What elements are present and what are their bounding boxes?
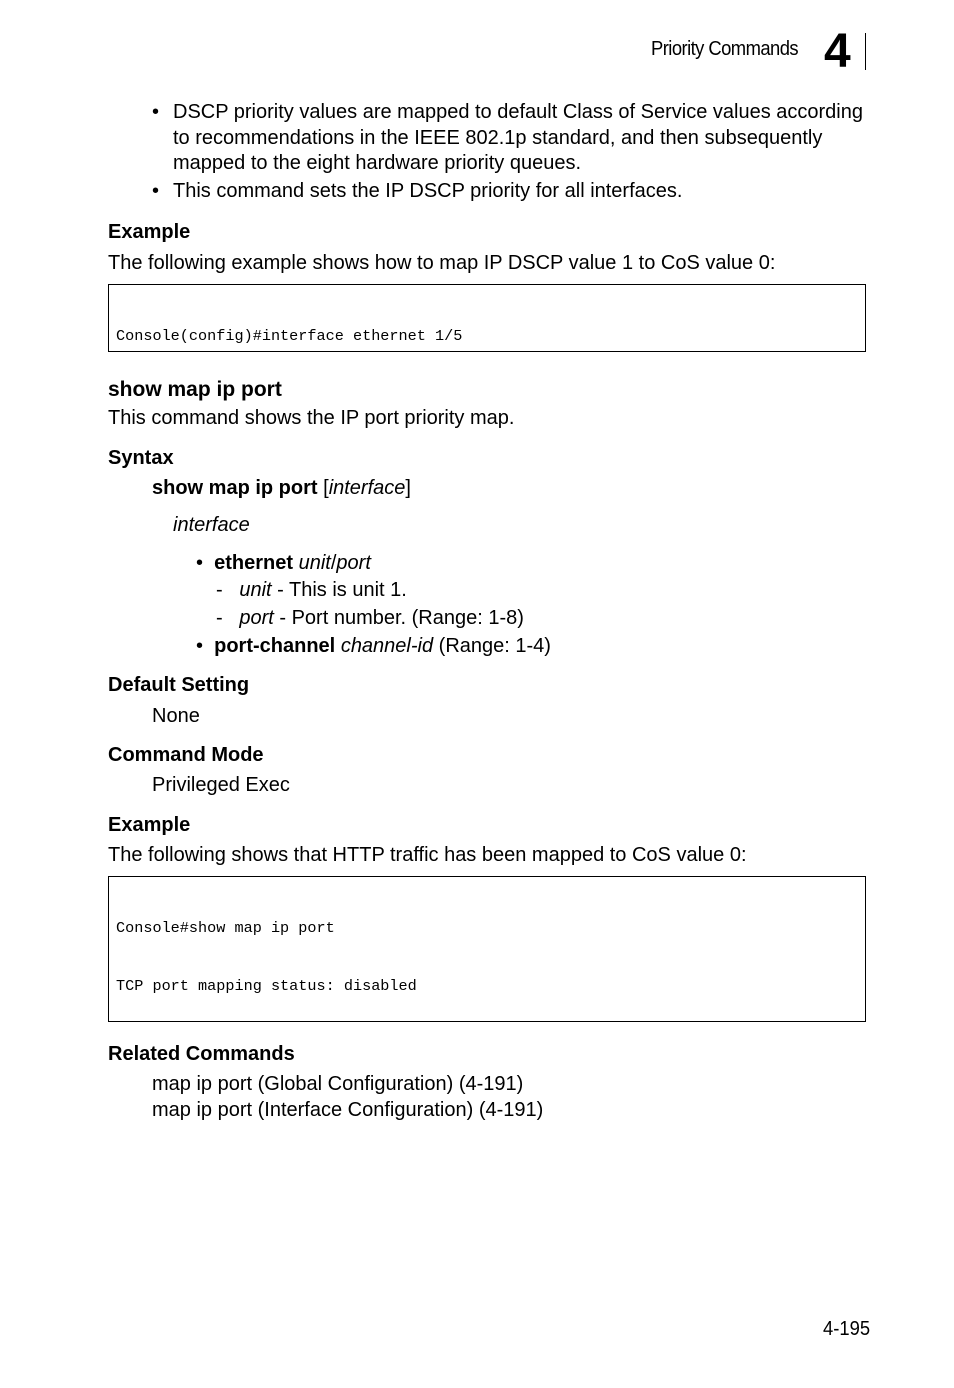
code-line: Console#show map ip port xyxy=(116,918,335,937)
bullet-dot: • xyxy=(152,179,160,202)
related-command-link[interactable]: map ip port (Global Configuration) (4-191) xyxy=(152,1073,524,1095)
option-arg: channel-id xyxy=(340,635,434,657)
option-keyword: ethernet xyxy=(214,552,294,574)
code-line: Console(config)#interface ethernet 1/5 xyxy=(116,326,463,345)
bullet-text: DSCP priority values are mapped to default Class of Service values according to recommendations in the IEEE 802.1p standard, and then subsequently mapped to the eight hardware priority queues. xyxy=(173,101,863,174)
chapter-number: 4 xyxy=(824,25,851,78)
sub-desc: - This is unit 1. xyxy=(271,579,407,601)
top-bullet-list xyxy=(152,100,872,206)
syntax-param: interface xyxy=(328,477,406,499)
option-arg: port xyxy=(336,552,371,574)
bullet-dot: • xyxy=(152,101,160,123)
default-setting-value: None xyxy=(152,705,200,727)
bullet-item xyxy=(152,179,872,205)
example1-heading: Example xyxy=(108,221,191,243)
param-name-text: interface xyxy=(173,514,250,536)
syntax-bracket-open: [ xyxy=(317,477,329,499)
running-title: Priority Commands xyxy=(651,38,799,60)
syntax-command: show map ip port xyxy=(152,477,318,499)
dash: - xyxy=(216,579,240,601)
option-port-channel xyxy=(196,635,551,658)
default-setting-heading: Default Setting xyxy=(108,674,250,696)
syntax-bracket-close: ] xyxy=(405,477,411,499)
sub-term: unit xyxy=(239,579,272,601)
command-mode-heading: Command Mode xyxy=(108,744,264,766)
sub-desc: - Port number. (Range: 1-8) xyxy=(273,607,524,629)
code-line: TCP port mapping status: disabled xyxy=(116,977,417,996)
dash: - xyxy=(216,607,240,629)
bullet-item xyxy=(152,100,872,177)
option-keyword: port-channel xyxy=(214,635,336,657)
option-arg: unit xyxy=(298,552,331,574)
sub-option-unit xyxy=(216,579,407,602)
example2-heading: Example xyxy=(108,814,191,836)
bullet-dot: • xyxy=(196,635,215,657)
sub-option-port xyxy=(216,607,524,630)
bullet-text: This command sets the IP DSCP priority for all interfaces. xyxy=(173,179,683,202)
example1-intro: The following example shows how to map IP DSCP value 1 to CoS value 0: xyxy=(108,252,776,274)
example1-code-box xyxy=(108,284,866,352)
command-description: This command shows the IP port priority map. xyxy=(108,407,515,429)
bullet-dot: • xyxy=(196,552,215,574)
syntax-heading: Syntax xyxy=(108,447,174,469)
command-mode-value: Privileged Exec xyxy=(152,774,290,796)
command-title: show map ip port xyxy=(108,378,282,401)
param-name xyxy=(173,514,250,537)
related-commands-heading: Related Commands xyxy=(108,1043,295,1065)
syntax-line xyxy=(152,477,411,500)
example2-intro: The following shows that HTTP traffic has been mapped to CoS value 0: xyxy=(108,844,747,866)
example2-code-box xyxy=(108,876,866,1022)
related-command-link[interactable]: map ip port (Interface Configuration) (4-191) xyxy=(152,1099,544,1121)
chapter-rule xyxy=(865,33,866,70)
option-slash: / xyxy=(330,552,337,574)
option-ethernet xyxy=(196,552,371,575)
option-range: (Range: 1-4) xyxy=(433,635,551,657)
page-number: 4-195 xyxy=(823,1318,871,1340)
sub-term: port xyxy=(239,607,274,629)
